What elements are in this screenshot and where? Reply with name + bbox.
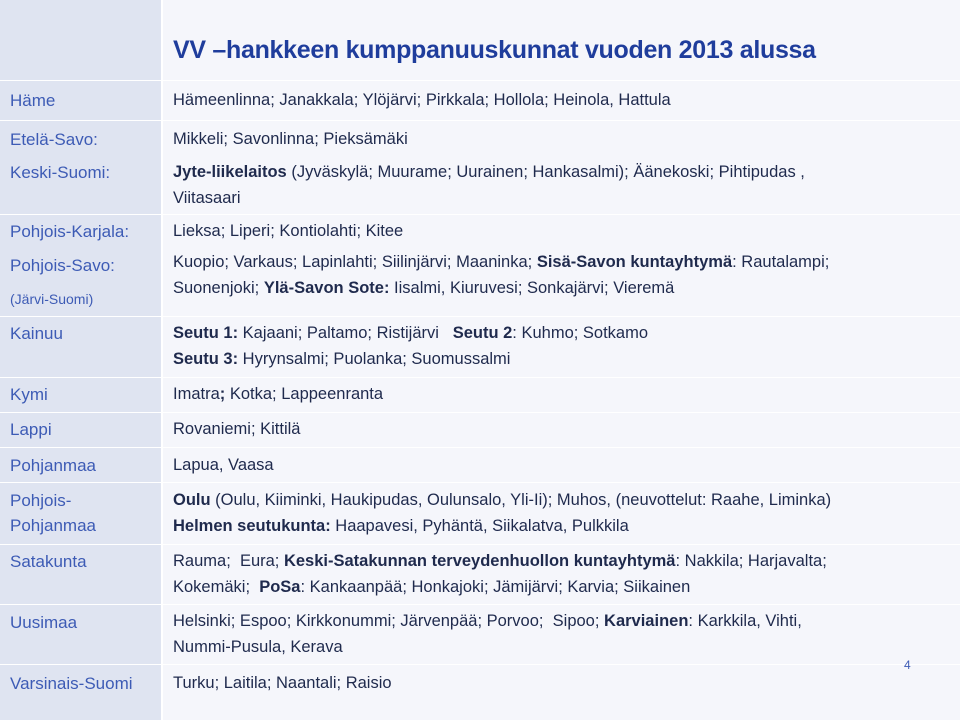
- municipalities-pohjois-karjala: Lieksa; Liperi; Kontiolahti; Kitee: [173, 222, 404, 240]
- region-satakunta: Satakunta: [10, 552, 87, 571]
- region-kymi: Kymi: [10, 385, 48, 404]
- municipalities-pohjois-savo: Kuopio; Varkaus; Lapinlahti; Siilinjärvi; Maaninka; Sisä-Savon kuntayhtymä: Rautalampi; Suonenjoki; Ylä-Savon Sote: Iisalmi, Kiuruvesi; Sonkajärvi; Vieremä: [173, 253, 830, 297]
- row-divider: [0, 316, 960, 317]
- row-divider: [0, 664, 960, 665]
- page-number: 4: [904, 658, 911, 672]
- row-divider: [0, 412, 960, 413]
- region-uusimaa: Uusimaa: [10, 613, 78, 632]
- row-divider: [0, 544, 960, 545]
- row-divider: [0, 447, 960, 448]
- municipalities-kainuu: Seutu 1: Kajaani; Paltamo; Ristijärvi Seutu 2: Kuhmo; Sotkamo Seutu 3: Hyrynsalmi; Puolanka; Suomussalmi: [173, 324, 649, 368]
- municipalities-pohjois-pohjanmaa: Oulu (Oulu, Kiiminki, Haukipudas, Oulunsalo, Yli-Ii); Muhos, (neuvottelut: Raahe, Liminka) Helmen seutukunta: Haapavesi, Pyhäntä, Siikalatva, Pulkkila: [173, 491, 832, 535]
- row-divider: [0, 482, 960, 483]
- municipalities-lappi: Rovaniemi; Kittilä: [173, 420, 301, 438]
- row-divider: [0, 120, 960, 121]
- region-jarvi-suomi: (Järvi-Suomi): [10, 291, 94, 307]
- region-lappi: Lappi: [10, 420, 52, 439]
- region-varsinais-suomi: Varsinais-Suomi: [10, 674, 133, 693]
- region-pohjanmaa: Pohjanmaa: [10, 456, 97, 475]
- region-pohjois-pohjanmaa: Pohjois- Pohjanmaa: [10, 491, 97, 535]
- region-pohjois-karjala: Pohjois-Karjala:: [10, 222, 130, 241]
- row-divider: [0, 377, 960, 378]
- municipalities-uusimaa: Helsinki; Espoo; Kirkkonummi; Järvenpää; Porvoo; Sipoo; Karviainen: Karkkila, Vihti, Nummi-Pusula, Kerava: [173, 612, 802, 656]
- row-divider: [0, 604, 960, 605]
- municipalities-hame: Hämeenlinna; Janakkala; Ylöjärvi; Pirkkala; Hollola; Heinola, Hattula: [173, 91, 671, 109]
- municipalities-kymi: Imatra; Kotka; Lappeenranta: [173, 385, 384, 403]
- region-etela-savo: Etelä-Savo:: [10, 130, 98, 149]
- page-title: VV –hankkeen kumppanuuskunnat vuoden 2013 alussa: [173, 36, 816, 64]
- municipalities-keski-suomi: Jyte-liikelaitos (Jyväskylä; Muurame; Uurainen; Hankasalmi); Äänekoski; Pihtipudas , Viitasaari: [173, 163, 805, 207]
- region-hame: Häme: [10, 91, 56, 110]
- municipalities-etela-savo: Mikkeli; Savonlinna; Pieksämäki: [173, 130, 408, 148]
- row-divider: [0, 214, 960, 215]
- region-pohjois-savo: Pohjois-Savo:: [10, 256, 115, 275]
- row-divider: [0, 80, 960, 81]
- region-kainuu: Kainuu: [10, 324, 63, 343]
- municipalities-satakunta: Rauma; Eura; Keski-Satakunnan terveydenhuollon kuntayhtymä: Nakkila; Harjavalta; Kokemäki; PoSa: Kankaanpää; Honkajoki; Jämijärvi; Karvia; Siikainen: [173, 552, 827, 596]
- region-keski-suomi: Keski-Suomi:: [10, 163, 111, 182]
- municipalities-pohjanmaa: Lapua, Vaasa: [173, 456, 274, 474]
- municipalities-varsinais-suomi: Turku; Laitila; Naantali; Raisio: [173, 674, 392, 692]
